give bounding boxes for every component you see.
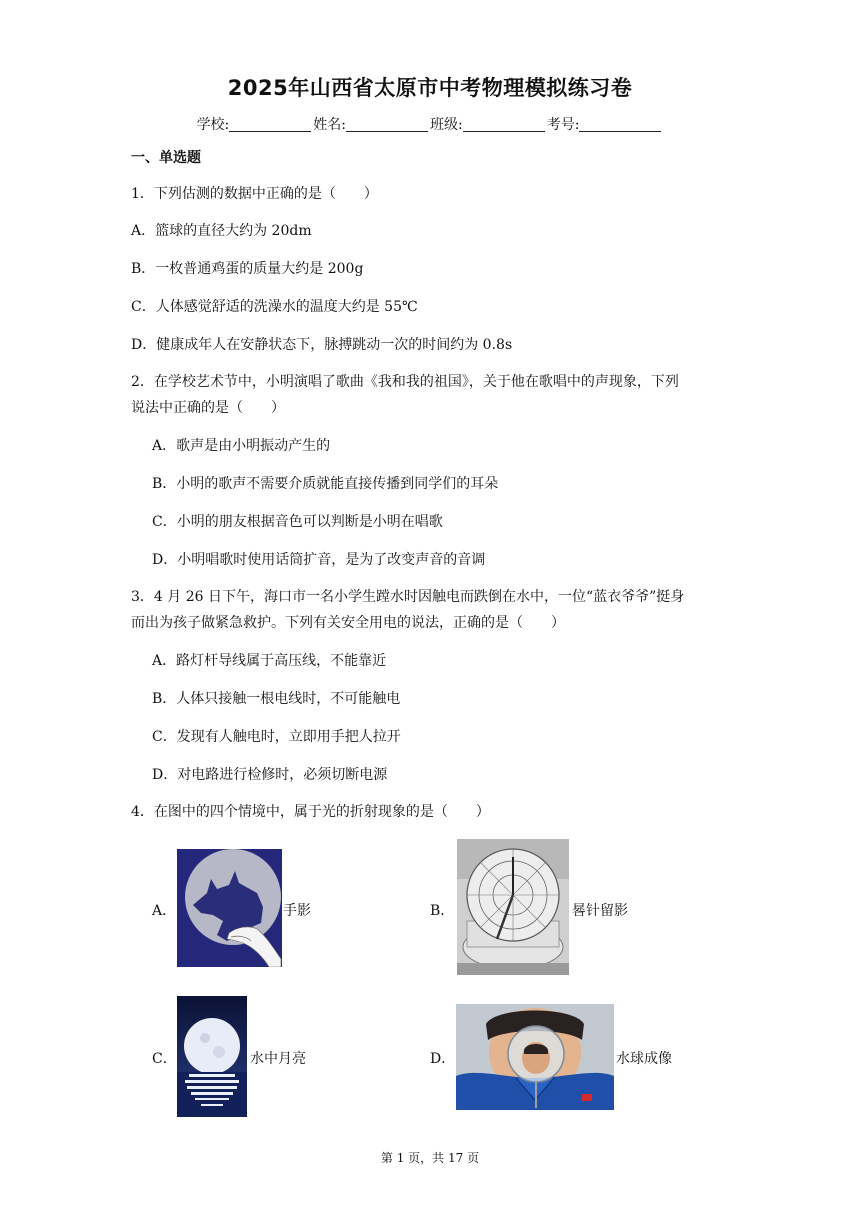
question-2-stem-line-1: 2．在学校艺术节中，小明演唱了歌曲《我和我的祖国》，关于他在歌唱中的声现象，下列	[131, 374, 679, 390]
class-blank[interactable]	[463, 117, 545, 132]
sundial-image	[457, 839, 569, 975]
school-blank[interactable]	[229, 117, 311, 132]
question-1-option-a[interactable]: A．篮球的直径大约为 20dm	[131, 223, 312, 239]
question-3-option-c[interactable]: C．发现有人触电时，立即用手把人拉开	[152, 729, 401, 745]
question-4-option-b-caption: 晷针留影	[572, 903, 628, 919]
hand-shadow-image	[177, 849, 282, 967]
question-4-option-d-letter[interactable]: D．	[430, 1051, 456, 1067]
question-3-stem-line-1: 3．4 月 26 日下午，海口市一名小学生蹚水时因触电而跌倒在水中，一位“蓝衣爷爷”挺身	[131, 589, 685, 605]
class-label: 班级:	[430, 117, 463, 133]
question-1-option-c[interactable]: C．人体感觉舒适的洗澡水的温度大约是 55℃	[131, 299, 418, 315]
question-2-option-b[interactable]: B．小明的歌声不需要介质就能直接传播到同学们的耳朵	[152, 476, 499, 492]
question-4-option-d-caption: 水球成像	[616, 1051, 672, 1067]
question-2-option-c[interactable]: C．小明的朋友根据音色可以判断是小明在唱歌	[152, 514, 443, 530]
question-4-option-a-caption: 手影	[283, 903, 311, 919]
question-2-option-d[interactable]: D．小明唱歌时使用话筒扩音，是为了改变声音的音调	[152, 552, 486, 568]
question-1-option-d[interactable]: D．健康成年人在安静状态下，脉搏跳动一次的时间约为 0.8s	[131, 337, 513, 353]
moon-reflection-image	[177, 996, 247, 1117]
question-4-stem: 4．在图中的四个情境中，属于光的折射现象的是（ ）	[131, 804, 490, 820]
name-label: 姓名:	[313, 117, 346, 133]
question-3-stem-line-2: 而出为孩子做紧急救护。下列有关安全用电的说法，正确的是（ ）	[131, 615, 565, 631]
page-footer: 第 1 页，共 17 页	[380, 1151, 480, 1165]
water-ball-image	[456, 1004, 614, 1110]
question-4-option-c-letter[interactable]: C．	[152, 1051, 177, 1067]
question-1-stem: 1．下列估测的数据中正确的是（ ）	[131, 186, 378, 202]
question-1-option-b[interactable]: B．一枚普通鸡蛋的质量大约是 200g	[131, 261, 364, 277]
question-4-option-a-letter[interactable]: A．	[152, 903, 177, 919]
question-2-stem-line-2: 说法中正确的是（ ）	[131, 400, 285, 416]
student-info-line	[0, 114, 860, 134]
question-2-option-a[interactable]: A．歌声是由小明振动产生的	[152, 438, 331, 454]
exam-no-label: 考号:	[546, 117, 580, 133]
question-4-option-c-caption: 水中月亮	[250, 1051, 306, 1067]
name-blank[interactable]	[346, 117, 428, 132]
page-title: 2025年山西省太原市中考物理模拟练习卷	[227, 76, 633, 100]
exam-no-blank[interactable]	[579, 117, 661, 132]
question-3-option-d[interactable]: D．对电路进行检修时，必须切断电源	[152, 767, 388, 783]
school-label: 学校:	[196, 117, 230, 133]
question-3-option-a[interactable]: A．路灯杆导线属于高压线，不能靠近	[152, 653, 387, 669]
section-heading: 一、单选题	[131, 150, 201, 166]
question-4-option-b-letter[interactable]: B．	[430, 903, 455, 919]
question-3-option-b[interactable]: B．人体只接触一根电线时，不可能触电	[152, 691, 401, 707]
